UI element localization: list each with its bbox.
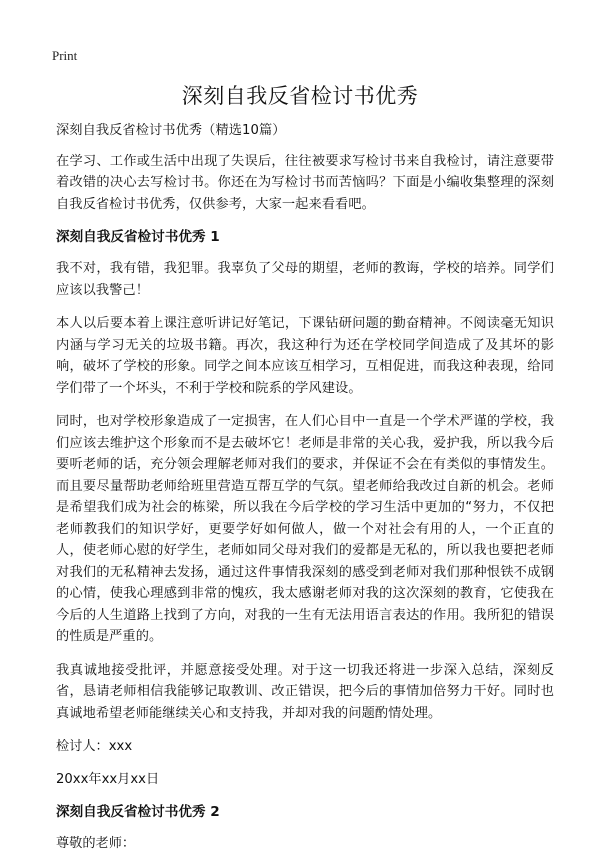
section-heading-2: 深刻自我反省检讨书优秀 2 [56, 804, 220, 820]
section-1-paragraph-2: 本人以后要本着上课注意听讲记好笔记，下课钻研问题的勤奋精神。不阅读毫无知识内涵与学习无关的垃圾书籍。再次，我这种行为还在学校同学间造成了及其坏的影响，破坏了学校的形象。同学之间本应该互相学习，互相促进，而我这种表现，给同学们带了一个坏头，不利于学校和院系的学风建设。 [56, 316, 554, 396]
intro-paragraph: 在学习、工作或生活中出现了失误后，往往被要求写检讨书来自我检讨，请注意要带着改错的决心去写检讨书。你还在为写检讨书而苦恼吗？下面是小编收集整理的深刻自我反省检讨书优秀，仅供参考，大家一起来看看吧。 [56, 153, 554, 212]
section-1-paragraph-1: 我不对，我有错，我犯罪。我辜负了父母的期望，老师的教诲，学校的培养。同学们应该以我警己！ [56, 261, 554, 298]
page-title: 深刻自我反省检讨书优秀 [181, 84, 419, 108]
date-line: 20xx年xx月xx日 [56, 772, 160, 787]
document-subtitle: 深刻自我反省检讨书优秀（精选10篇） [56, 123, 286, 138]
section-heading-1: 深刻自我反省检讨书优秀 1 [56, 229, 220, 245]
signer-line: 检讨人：xxx [56, 739, 133, 754]
print-link[interactable]: Print [52, 48, 78, 63]
section-1-paragraph-4: 我真诚地接受批评，并愿意接受处理。对于这一切我还将进一步深入总结，深刻反省，恳请老师相信我能够记取教训、改正错误，把今后的事情加倍努力干好。同时也真诚地希望老师能继续关心和支持我，并却对我的问题酌情处理。 [56, 662, 554, 721]
salutation-line: 尊敬的老师： [56, 836, 136, 851]
section-1-paragraph-3: 同时，也对学校形象造成了一定损害，在人们心目中一直是一个学术严谨的学校，我们应该去维护这个形象而不是去破坏它！老师是非常的关心我，爱护我，所以我今后要听老师的话，充分领会理解老师对我们的要求，并保证不会在有类似的事情发生。而且要尽量帮助老师给班里营造互帮互学的气氛。望老师给我改过自新的机会。老师是希望我们成为社会的栋梁，所以我在今后学校的学习生活中更加的“努力，不仅把老师教我们的知识学好，更要学好如何做人，做一个对社会有用的人，一个正直的人，使老师心慰的好学生，老师如同父母对我们的爱都是无私的，所以我也要把老师对我们的无私精神去发扬，通过这件事情我深刻的感受到老师对我们那种恨铁不成钢的心情，使我心理感到非常的愧疚，我太感谢老师对我的这次深刻的教育，它使我在今后的人生道路上找到了方向，对我的一生有无法用语言表达的作用。我所犯的错误的性质是严重的。 [56, 414, 554, 644]
document-body [56, 120, 554, 866]
